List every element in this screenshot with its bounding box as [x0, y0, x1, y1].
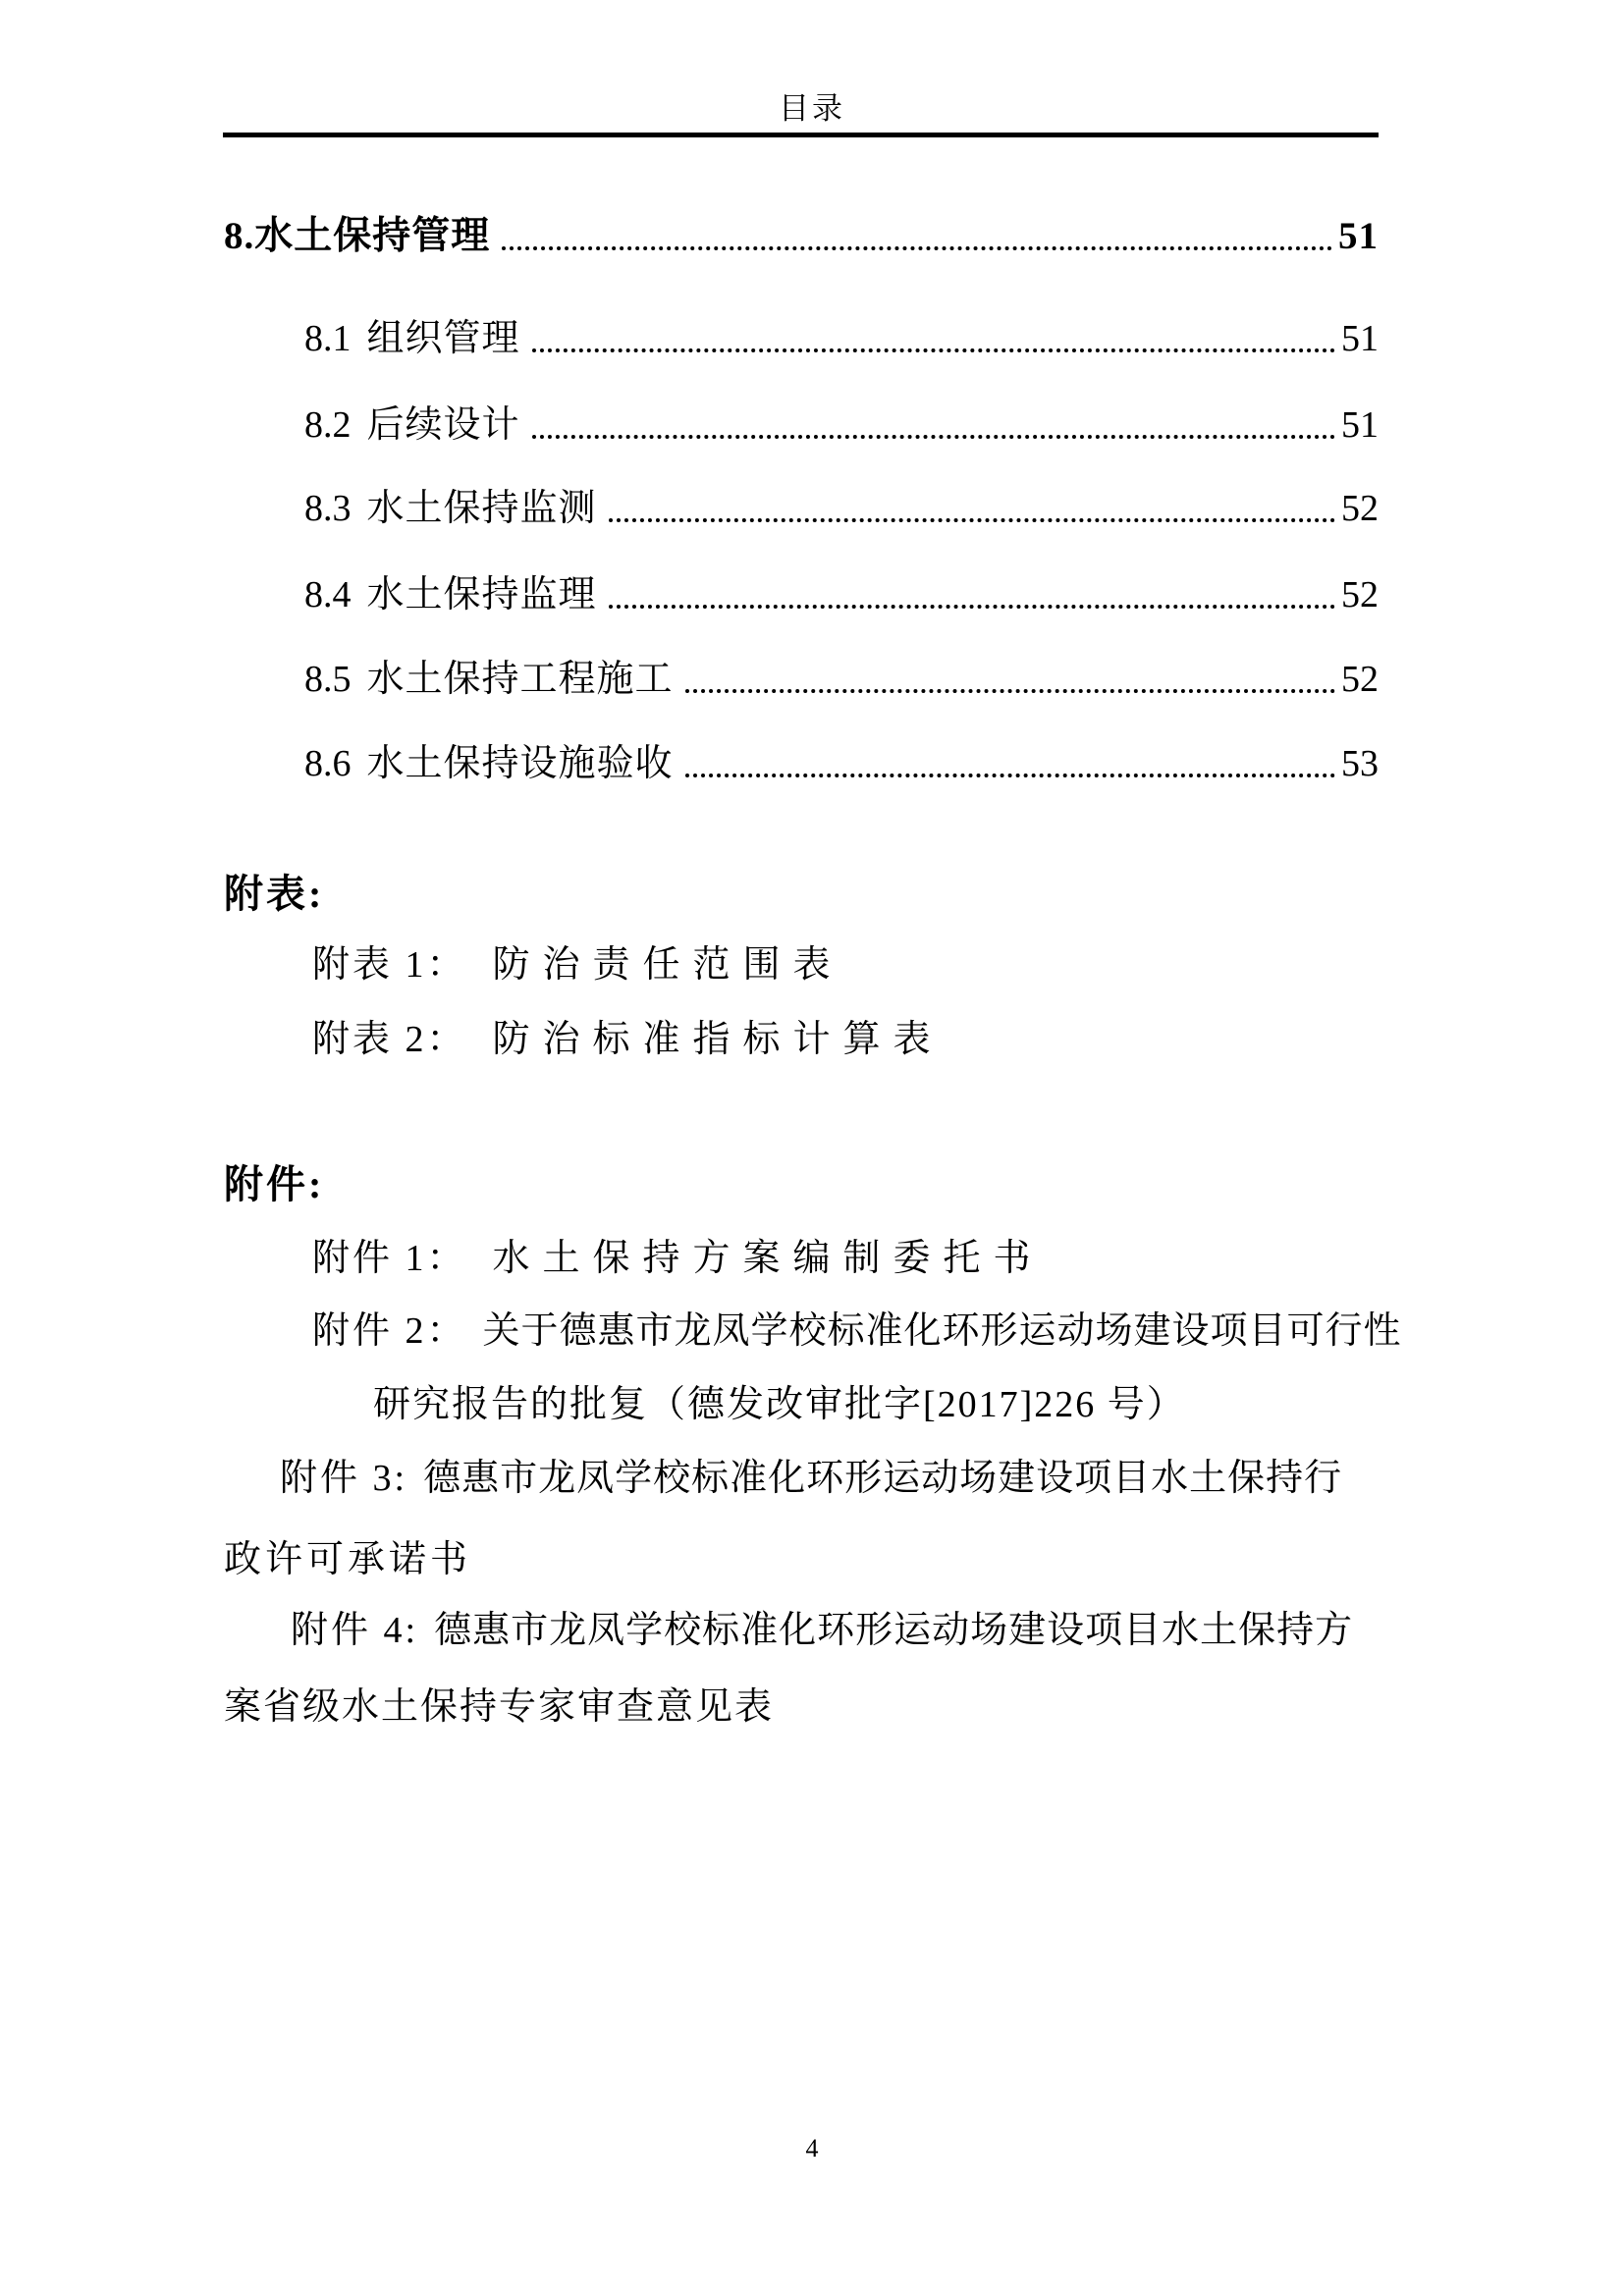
toc-entry-title: 水土保持设施验收: [366, 743, 674, 784]
toc-entry-number: 8.1: [304, 318, 352, 359]
attachment-4-line-2: 案省级水土保持专家审查意见表: [224, 1686, 775, 1728]
dot-leader: [609, 518, 1335, 522]
toc-entry-chapter-8: [224, 215, 1379, 257]
attachment-4-line-1: [291, 1610, 1353, 1651]
toc-entry-title: 组织管理: [366, 318, 520, 359]
appendix-table-label: 附表 1：: [312, 944, 467, 986]
dot-leader: [532, 435, 1335, 439]
dot-leader: [685, 689, 1335, 693]
attachment-3-line-1: [280, 1458, 1342, 1499]
dot-leader: [502, 246, 1332, 250]
toc-entry-number: 8.4: [304, 574, 352, 615]
appendix-table-label: 附表 2：: [312, 1019, 467, 1060]
toc-entry-title: 后续设计: [366, 404, 520, 446]
toc-entry-number: 8.3: [304, 488, 352, 529]
attachment-title: 德惠市龙凤学校标准化环形运动场建设项目水土保持方: [434, 1610, 1354, 1651]
toc-entry-number: 8.2: [304, 404, 352, 446]
attachment-2-line-2: 研究报告的批复（德发改审批字[2017]226 号）: [373, 1384, 1186, 1425]
header-divider-line: [223, 133, 1379, 137]
attachment-label: 附件 2：: [312, 1310, 467, 1352]
dot-leader: [532, 348, 1335, 352]
attachment-title: 德惠市龙凤学校标准化环形运动场建设项目水土保持行: [423, 1458, 1343, 1499]
toc-entry-8-4: [304, 576, 1379, 614]
toc-entry-number: 8.5: [304, 659, 352, 700]
toc-entry-page: 52: [1341, 574, 1379, 615]
toc-entry-title: 水土保持监测: [366, 488, 597, 529]
appendix-table-title: 防治标准指标计算表: [492, 1019, 944, 1060]
toc-entry-page: 53: [1341, 743, 1379, 784]
attachment-1: [312, 1238, 1044, 1279]
attachment-label: 附件 3:: [280, 1458, 408, 1499]
dot-leader: [685, 774, 1335, 777]
toc-entry-title: 水土保持监理: [366, 574, 597, 615]
appendix-tables-heading: 附表:: [224, 872, 325, 916]
appendix-table-1: [312, 944, 843, 986]
attachment-title: 水土保持方案编制委托书: [492, 1238, 1044, 1279]
page-header-title: 目录: [779, 91, 845, 126]
attachments-heading: 附件:: [224, 1162, 325, 1206]
attachment-3-line-2: 政许可承诺书: [224, 1539, 472, 1580]
toc-entry-page: 51: [1341, 404, 1379, 446]
attachment-label: 附件 4:: [291, 1610, 419, 1651]
toc-entry-page: 52: [1341, 659, 1379, 700]
toc-entry-number: 8.6: [304, 743, 352, 784]
attachment-2-line-1: [312, 1310, 1402, 1352]
toc-entry-title: 水土保持工程施工: [366, 659, 674, 700]
toc-entry-8-2: [304, 406, 1379, 444]
toc-chapter-page: 51: [1338, 215, 1379, 257]
attachment-label: 附件 1：: [312, 1238, 467, 1279]
toc-entry-8-5: [304, 661, 1379, 698]
attachment-title: 关于德惠市龙凤学校标准化环形运动场建设项目可行性: [482, 1310, 1402, 1352]
toc-entry-page: 52: [1341, 488, 1379, 529]
footer-page-number: 4: [805, 2134, 819, 2163]
appendix-table-2: [312, 1019, 944, 1060]
toc-entry-8-6: [304, 745, 1379, 782]
appendix-table-title: 防治责任范围表: [492, 944, 843, 986]
toc-entry-page: 51: [1341, 318, 1379, 359]
toc-entry-8-1: [304, 320, 1379, 357]
toc-entry-8-3: [304, 490, 1379, 527]
dot-leader: [609, 605, 1335, 609]
toc-chapter-label: 8.水土保持管理: [224, 215, 491, 257]
